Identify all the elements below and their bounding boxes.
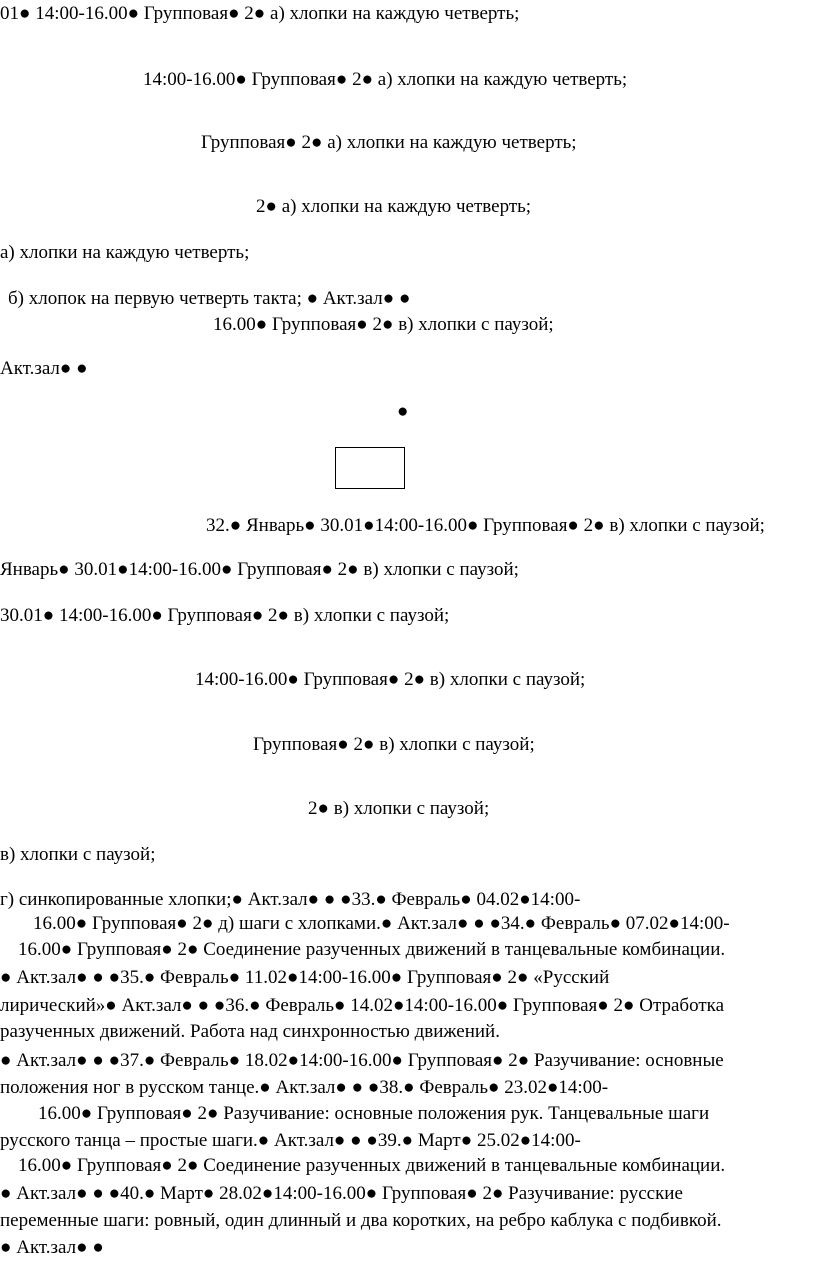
line-07: 16.00● Групповая● 2● в) хлопки с паузой;: [213, 314, 554, 335]
line-15: в) хлопки с паузой;: [0, 844, 156, 865]
line-22: ● Акт.зал● ● ●37.● Февраль● 18.02●14:00-16.00● Групповая● 2● Разучивание: основные: [0, 1050, 724, 1071]
line-19: ● Акт.зал● ● ●35.● Февраль● 11.02●14:00-16.00● Групповая● 2● «Русский: [0, 967, 610, 988]
line-14: 2● в) хлопки с паузой;: [308, 798, 490, 819]
line-25: русского танца – простые шаги.● Акт.зал● ● ●39.● Март● 25.02●14:00-: [0, 1130, 581, 1151]
line-27: ● Акт.зал● ● ●40.● Март● 28.02●14:00-16.00● Групповая● 2● Разучивание: русские: [0, 1183, 683, 1204]
line-02: 14:00-16.00● Групповая● 2● а) хлопки на каждую четверть;: [143, 69, 628, 90]
line-08: Акт.зал● ●: [0, 358, 88, 379]
line-06: б) хлопок на первую четверть такта; ● Акт.зал● ●: [8, 288, 411, 309]
line-05: а) хлопки на каждую четверть;: [0, 242, 250, 263]
line-16: г) синкопированные хлопки;● Акт.зал● ● ●33.● Февраль● 04.02●14:00-: [0, 889, 581, 910]
line-23: положения ног в русском танце.● Акт.зал● ● ●38.● Февраль● 23.02●14:00-: [0, 1077, 609, 1098]
line-24: 16.00● Групповая● 2● Разучивание: основные положения рук. Танцевальные шаги: [38, 1103, 710, 1124]
line-01: 01● 14:00-16.00● Групповая● 2● а) хлопки на каждую четверть;: [0, 3, 520, 24]
line-26: 16.00● Групповая● 2● Соединение разученных движений в танцевальные комбинации.: [18, 1155, 726, 1176]
line-29: ● Акт.зал● ●: [0, 1237, 104, 1258]
line-04: 2● а) хлопки на каждую четверть;: [256, 196, 532, 217]
bullet-mark: ●: [397, 401, 409, 422]
line-13: Групповая● 2● в) хлопки с паузой;: [253, 734, 535, 755]
line-03: Групповая● 2● а) хлопки на каждую четверть;: [201, 132, 577, 153]
empty-box: [335, 447, 405, 489]
line-12: 14:00-16.00● Групповая● 2● в) хлопки с паузой;: [195, 669, 586, 690]
line-17: 16.00● Групповая● 2● д) шаги с хлопками.● Акт.зал● ● ●34.● Февраль● 07.02●14:00-: [33, 913, 730, 934]
line-20: лирический»● Акт.зал● ● ●36.● Февраль● 14.02●14:00-16.00● Групповая● 2● Отработка: [0, 995, 725, 1016]
line-09: 32.● Январь● 30.01●14:00-16.00● Групповая● 2● в) хлопки с паузой;: [206, 515, 765, 536]
line-21: разученных движений. Работа над синхронностью движений.: [0, 1021, 500, 1042]
line-18: 16.00● Групповая● 2● Соединение разученных движений в танцевальные комбинации.: [18, 939, 726, 960]
line-11: 30.01● 14:00-16.00● Групповая● 2● в) хлопки с паузой;: [0, 605, 450, 626]
line-28: переменные шаги: ровный, один длинный и два коротких, на ребро каблука с подбивкой.: [0, 1210, 722, 1231]
line-10: Январь● 30.01●14:00-16.00● Групповая● 2● в) хлопки с паузой;: [0, 559, 519, 580]
